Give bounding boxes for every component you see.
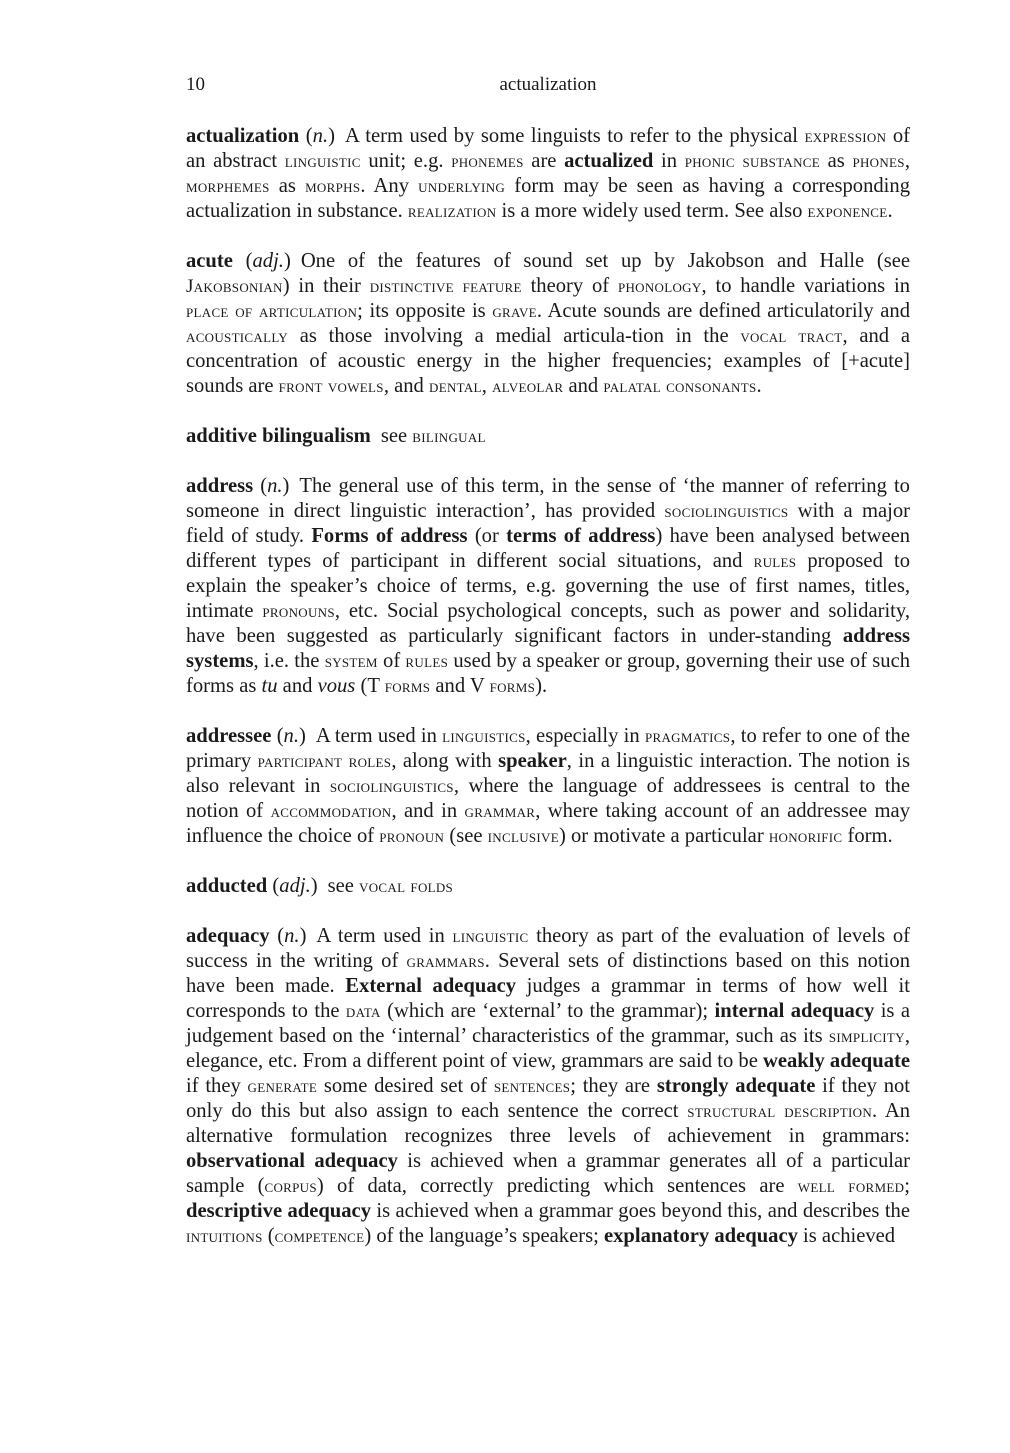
entry-text: (see bbox=[444, 825, 488, 847]
entry-text: , where taking account of an addressee may influence the choice of bbox=[186, 800, 910, 847]
entry-text: ) in their bbox=[282, 275, 370, 297]
cross-reference: phonic substance bbox=[684, 151, 820, 172]
entry-text: , to refer to one of the primary bbox=[186, 725, 910, 772]
entry-text: ) of data, correctly predicting which sentences are bbox=[316, 1175, 798, 1197]
entry-text: of bbox=[377, 650, 406, 672]
entry-text: , especially in bbox=[525, 725, 645, 747]
entry-text: . bbox=[756, 375, 762, 397]
entry-text: theory of bbox=[521, 275, 618, 297]
entry-text: ) bbox=[299, 925, 307, 947]
entry-text: and V bbox=[430, 675, 490, 697]
cross-reference: grammars bbox=[406, 951, 485, 972]
entry-text: ) bbox=[328, 125, 335, 147]
entry-text: ( bbox=[299, 125, 313, 147]
italic-text: tu bbox=[261, 675, 278, 697]
entry-text: ) of the language’s speakers; bbox=[364, 1225, 604, 1247]
cross-reference: bilingual bbox=[412, 426, 486, 447]
cross-reference: competence bbox=[274, 1226, 365, 1247]
entry-adequacy bbox=[186, 924, 910, 1249]
entry-text: One of the features of sound set up by Jakobson and Halle (see bbox=[300, 250, 910, 272]
entry-text: The general use of this term, in the sense of ‘the manner of referring to someone in direct linguistic interaction’, has provided bbox=[186, 475, 910, 522]
headword: acute bbox=[186, 250, 233, 272]
entry-addressee bbox=[186, 724, 910, 849]
cross-reference: honorific bbox=[768, 826, 843, 847]
cross-reference: sentences bbox=[493, 1076, 571, 1097]
cross-reference: forms bbox=[489, 676, 536, 697]
cross-reference: acoustically bbox=[186, 326, 288, 347]
entry-text: ) bbox=[282, 475, 290, 497]
entry-text: see bbox=[380, 425, 413, 447]
bold-term: descriptive adequacy bbox=[186, 1200, 371, 1222]
entry-text: and bbox=[277, 675, 318, 697]
cross-reference: vocal tract bbox=[740, 326, 843, 347]
entry-text: form may be seen as having a corresponding actualization in substance. bbox=[186, 175, 910, 222]
entry-adducted bbox=[186, 874, 910, 899]
entry-text: A term used in bbox=[315, 725, 443, 747]
dictionary-body bbox=[186, 124, 910, 1274]
page-number: 10 bbox=[186, 74, 205, 95]
cross-reference: well formed bbox=[797, 1176, 905, 1197]
cross-reference: pronouns bbox=[262, 601, 335, 622]
entry-text: A term used by some linguists to refer to the physical bbox=[344, 125, 805, 147]
cross-reference: morphemes bbox=[186, 176, 270, 197]
cross-reference: inclusive bbox=[487, 826, 559, 847]
entry-text: ; they are bbox=[570, 1075, 657, 1097]
cross-reference: underlying bbox=[418, 176, 506, 197]
entry-text: form. bbox=[842, 825, 893, 847]
entry-text: ) bbox=[283, 250, 291, 272]
running-title: actualization bbox=[499, 74, 597, 95]
entry-text: . Several sets of distinctions based on this notion have been made. bbox=[186, 950, 910, 997]
entry-text: some desired set of bbox=[317, 1075, 494, 1097]
entry-text: ) or motivate a particular bbox=[558, 825, 769, 847]
entry-text: of an abstract bbox=[186, 125, 910, 172]
bold-term: weakly adequate bbox=[762, 1050, 911, 1072]
entry-text: is a judgement based on the ‘internal’ characteristics of the grammar, such as its bbox=[186, 1000, 910, 1047]
bold-term: explanatory adequacy bbox=[603, 1225, 798, 1247]
cross-reference: place of articulation bbox=[186, 301, 358, 322]
entry-acute bbox=[186, 249, 910, 399]
cross-reference: pronoun bbox=[379, 826, 445, 847]
entry-actualization bbox=[186, 124, 910, 224]
cross-reference: simplicity bbox=[828, 1026, 905, 1047]
headword: additive bilingualism bbox=[186, 425, 371, 447]
entry-text: as bbox=[269, 175, 306, 197]
cross-reference: sociolinguistics bbox=[329, 776, 454, 797]
entry-text: ; bbox=[904, 1175, 911, 1197]
entry-text: , elegance, etc. From a different point of view, grammars are said to be bbox=[186, 1025, 910, 1072]
cross-reference: phonemes bbox=[451, 151, 524, 172]
cross-reference: sociolinguistics bbox=[664, 501, 789, 522]
cross-reference: distinctive feature bbox=[369, 276, 522, 297]
cross-reference: phones bbox=[852, 151, 905, 172]
entry-text: theory as part of the evaluation of levels of success in the writing of bbox=[186, 925, 910, 972]
entry-text: is a more widely used term. See also bbox=[496, 200, 808, 222]
entry-text: ) have been analysed between different types of participant in different social situations, and bbox=[186, 525, 911, 572]
italic-text: n. bbox=[267, 475, 283, 497]
cross-reference: forms bbox=[384, 676, 431, 697]
entry-text: ( bbox=[253, 475, 268, 497]
entry-text: . Any bbox=[360, 175, 419, 197]
cross-reference: corpus bbox=[264, 1176, 317, 1197]
bold-term: Forms of address bbox=[311, 525, 468, 547]
entry-text: , and in bbox=[391, 800, 465, 822]
cross-reference: realization bbox=[407, 201, 497, 222]
bold-term: address systems bbox=[186, 625, 910, 672]
entry-text: , etc. Social psychological concepts, such as power and solidarity, have been suggested as particularly significant factors in under-standing bbox=[186, 600, 911, 647]
cross-reference: intuitions bbox=[186, 1226, 263, 1247]
cross-reference: morphs bbox=[305, 176, 361, 197]
cross-reference: participant roles bbox=[257, 751, 392, 772]
bold-term: External adequacy bbox=[345, 975, 517, 997]
cross-reference: Jakobsonian bbox=[186, 276, 283, 297]
cross-reference: accommodation bbox=[270, 801, 392, 822]
italic-text: n. bbox=[284, 925, 300, 947]
italic-text: adj. bbox=[279, 875, 311, 897]
entry-text: , along with bbox=[391, 750, 499, 772]
entry-text: , and bbox=[383, 375, 430, 397]
bold-term: observational adequacy bbox=[186, 1150, 398, 1172]
entry-text: . Acute sounds are defined articulatorily and bbox=[536, 300, 910, 322]
entry-text: ( bbox=[267, 875, 280, 897]
cross-reference: exponence bbox=[807, 201, 888, 222]
entry-text: is achieved when a grammar goes beyond this, and describes the bbox=[371, 1200, 910, 1222]
cross-reference: rules bbox=[753, 551, 797, 572]
cross-reference: rules bbox=[405, 651, 449, 672]
cross-reference: dental bbox=[429, 376, 482, 397]
italic-text: n. bbox=[283, 725, 299, 747]
entry-text: (or bbox=[467, 525, 507, 547]
entry-text: , i.e. the bbox=[253, 650, 325, 672]
bold-term: speaker bbox=[498, 750, 567, 772]
entry-text: ( bbox=[271, 725, 284, 747]
entry-text: ) bbox=[310, 875, 318, 897]
cross-reference: linguistic bbox=[452, 926, 529, 947]
entry-text: in bbox=[653, 150, 685, 172]
cross-reference: structural description bbox=[687, 1101, 873, 1122]
entry-text: and bbox=[563, 375, 604, 397]
cross-reference: palatal consonants bbox=[603, 376, 757, 397]
entry-text: used by a speaker or group, governing their use of such forms as bbox=[186, 650, 911, 697]
entry-text: proposed to explain the speaker’s choice of terms, e.g. governing the use of first names, titles, intimate bbox=[186, 550, 910, 622]
running-head bbox=[186, 72, 910, 98]
entry-text: is achieved when a grammar generates all of a particular sample ( bbox=[186, 1150, 911, 1197]
italic-text: vous bbox=[317, 675, 356, 697]
entry-text: ( bbox=[262, 1225, 275, 1247]
entry-text: unit; e.g. bbox=[360, 150, 452, 172]
cross-reference: linguistic bbox=[284, 151, 361, 172]
entry-text: . An alternative formulation recognizes three levels of achievement in grammars: bbox=[186, 1100, 910, 1147]
entry-text: is achieved bbox=[797, 1225, 896, 1247]
cross-reference: pragmatics bbox=[644, 726, 731, 747]
entry-address bbox=[186, 474, 910, 699]
cross-reference: alveolar bbox=[492, 376, 564, 397]
cross-reference: grammar bbox=[464, 801, 536, 822]
entry-text: as those involving a medial articula-tion in the bbox=[287, 325, 741, 347]
entry-text: , bbox=[481, 375, 493, 397]
cross-reference: linguistics bbox=[442, 726, 526, 747]
bold-term: actualized bbox=[564, 150, 654, 172]
entry-text: if they not only do this but also assign to each sentence the correct bbox=[186, 1075, 911, 1122]
cross-reference: phonology bbox=[617, 276, 702, 297]
entry-text: , where the language of addressees is central to the notion of bbox=[186, 775, 910, 822]
entry-text: A term used in bbox=[316, 925, 453, 947]
cross-reference: data bbox=[345, 1001, 381, 1022]
headword: adequacy bbox=[186, 925, 270, 947]
entry-text: ) bbox=[299, 725, 306, 747]
entry-text: . bbox=[887, 200, 893, 222]
entry-text: ; its opposite is bbox=[357, 300, 493, 322]
cross-reference: expression bbox=[804, 126, 887, 147]
entry-additive-bilingualism bbox=[186, 424, 910, 449]
entry-text: (which are ‘external’ to the grammar); bbox=[380, 1000, 715, 1022]
entry-text: as bbox=[819, 150, 853, 172]
entry-text: ( bbox=[269, 925, 285, 947]
entry-text: see bbox=[327, 875, 360, 897]
entry-text: if they bbox=[186, 1075, 248, 1097]
entry-text: , in a linguistic interaction. The notion is also relevant in bbox=[186, 750, 910, 797]
entry-text: ). bbox=[535, 675, 548, 697]
bold-term: terms of address bbox=[506, 525, 656, 547]
entry-text: with a major field of study. bbox=[186, 500, 911, 547]
cross-reference: system bbox=[324, 651, 378, 672]
entry-text: ( bbox=[232, 250, 253, 272]
bold-term: strongly adequate bbox=[656, 1075, 816, 1097]
cross-reference: vocal folds bbox=[359, 876, 454, 897]
cross-reference: grave bbox=[492, 301, 537, 322]
cross-reference: front vowels bbox=[278, 376, 384, 397]
italic-text: n. bbox=[312, 125, 329, 147]
entry-text: are bbox=[523, 150, 565, 172]
entry-text: , bbox=[904, 150, 910, 172]
headword: addressee bbox=[186, 725, 272, 747]
headword: adducted bbox=[186, 875, 268, 897]
cross-reference: generate bbox=[247, 1076, 318, 1097]
entry-text: , to handle variations in bbox=[701, 275, 910, 297]
entry-text: (T bbox=[355, 675, 385, 697]
headword: address bbox=[186, 475, 254, 497]
bold-term: internal adequacy bbox=[714, 1000, 875, 1022]
headword: actualization bbox=[186, 125, 300, 147]
italic-text: adj. bbox=[252, 250, 284, 272]
entry-text: judges a grammar in terms of how well it corresponds to the bbox=[186, 975, 910, 1022]
entry-text: , and a concentration of acoustic energy in the higher frequencies; examples of [+acute] sounds are bbox=[186, 325, 910, 397]
